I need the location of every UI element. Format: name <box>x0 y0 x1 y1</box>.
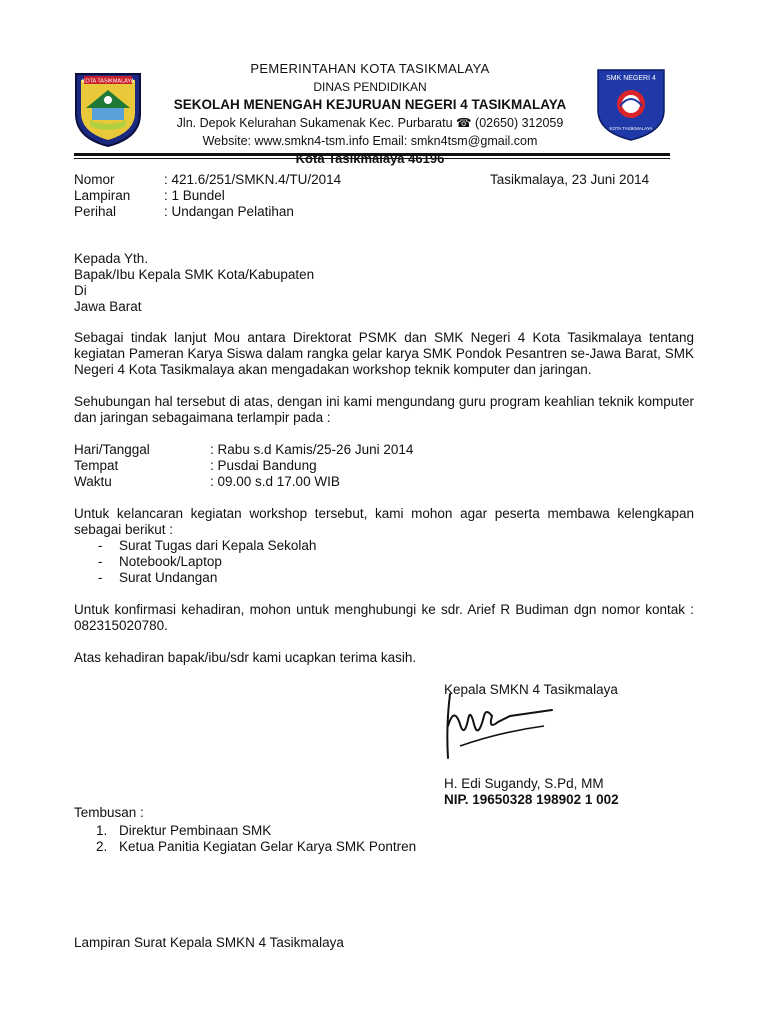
hari-label: Hari/Tanggal <box>74 442 150 457</box>
lampiran-label: Lampiran <box>74 188 131 203</box>
letterhead <box>70 56 670 166</box>
school-contact: Website: www.smkn4-tsm.info Email: smkn4tsm@gmail.com <box>202 134 538 148</box>
city-postcode: Kota Tasikmalaya 46196 <box>295 151 445 166</box>
recipient-greeting: Kepada Yth. <box>74 251 149 266</box>
recipient-location: Jawa Barat <box>74 299 142 314</box>
body-paragraph-1: Sebagai tindak lanjut Mou antara Direktorat PSMK dan SMK Negeri 4 Kota Tasikmalaya tentang kegiatan Pameran Karya Siswa dalam rangka gelar karya SMK Pondok Pesantren se-Jawa Barat, SMK Negeri 4 Kota Tasikmalaya akan mengadakan workshop teknik komputer dan jaringan. <box>74 330 694 377</box>
body-paragraph-3: Untuk kelancaran kegiatan workshop tersebut, kami mohon agar peserta membawa kelengkapan sebagai berikut : <box>74 506 694 537</box>
tempat-value: : Pusdai Bandung <box>210 458 317 473</box>
waktu-label: Waktu <box>74 474 112 489</box>
bullet-marker: - <box>98 570 103 585</box>
emblem-text: KOTA TASIKMALAYA <box>81 78 135 85</box>
letterhead-divider-thick <box>74 153 670 156</box>
school-logo <box>594 66 668 142</box>
signatory-nip: NIP. 19650328 198902 1 002 <box>444 792 619 807</box>
cc-label: Tembusan : <box>74 805 144 820</box>
perihal-value: : Undangan Pelatihan <box>164 204 294 219</box>
list-item: Notebook/Laptop <box>119 554 222 569</box>
recipient-di: Di <box>74 283 87 298</box>
hari-value: : Rabu s.d Kamis/25-26 Juni 2014 <box>210 442 414 457</box>
body-paragraph-2: Sehubungan hal tersebut di atas, dengan ini kami mengundang guru program keahlian teknik komputer dan jaringan sebagaimana terlampir pada : <box>74 394 694 425</box>
list-item: Surat Undangan <box>119 570 218 585</box>
perihal-label: Perihal <box>74 204 117 219</box>
lampiran-value: : 1 Bundel <box>164 188 225 203</box>
department-name: DINAS PENDIDIKAN <box>313 80 427 94</box>
handwritten-signature <box>440 686 560 766</box>
signatory-title: Kepala SMKN 4 Tasikmalaya <box>444 682 618 697</box>
body-paragraph-4: Untuk konfirmasi kehadiran, mohon untuk menghubungi ke sdr. Arief R Budiman dgn nomor kontak : 082315020780. <box>74 602 694 633</box>
letterhead-text <box>150 60 590 168</box>
school-logo-bottom-text: KOTA TASIKMALAYA <box>609 126 653 131</box>
cc-item: Direktur Pembinaan SMK <box>119 823 272 838</box>
bullet-marker: - <box>98 554 103 569</box>
recipient-name: Bapak/Ibu Kepala SMK Kota/Kabupaten <box>74 267 315 282</box>
cc-item-number: 2. <box>96 839 108 854</box>
list-item: Surat Tugas dari Kepala Sekolah <box>119 538 317 553</box>
letterhead-divider-thin <box>74 158 670 159</box>
school-logo-top-text: SMK NEGERI 4 <box>606 75 656 82</box>
school-name: SEKOLAH MENENGAH KEJURUAN NEGERI 4 TASIKMALAYA <box>173 97 567 112</box>
place-date: Tasikmalaya, 23 Juni 2014 <box>490 172 650 187</box>
cc-item: Ketua Panitia Kegiatan Gelar Karya SMK Pontren <box>119 839 417 854</box>
body-paragraph-5: Atas kehadiran bapak/ibu/sdr kami ucapkan terima kasih. <box>74 650 417 665</box>
tempat-label: Tempat <box>74 458 119 473</box>
signatory-name: H. Edi Sugandy, S.Pd, MM <box>444 776 604 791</box>
school-address: Jln. Depok Kelurahan Sukamenak Kec. Purbaratu ☎ (02650) 312059 <box>176 116 564 130</box>
nomor-label: Nomor <box>74 172 115 187</box>
attachment-title: Lampiran Surat Kepala SMKN 4 Tasikmalaya <box>74 935 344 950</box>
nomor-value: : 421.6/251/SMKN.4/TU/2014 <box>164 172 342 187</box>
waktu-value: : 09.00 s.d 17.00 WIB <box>210 474 340 489</box>
government-name: PEMERINTAHAN KOTA TASIKMALAYA <box>250 61 490 76</box>
city-emblem-logo <box>72 68 144 148</box>
bullet-marker: - <box>98 538 103 553</box>
cc-item-number: 1. <box>96 823 108 838</box>
